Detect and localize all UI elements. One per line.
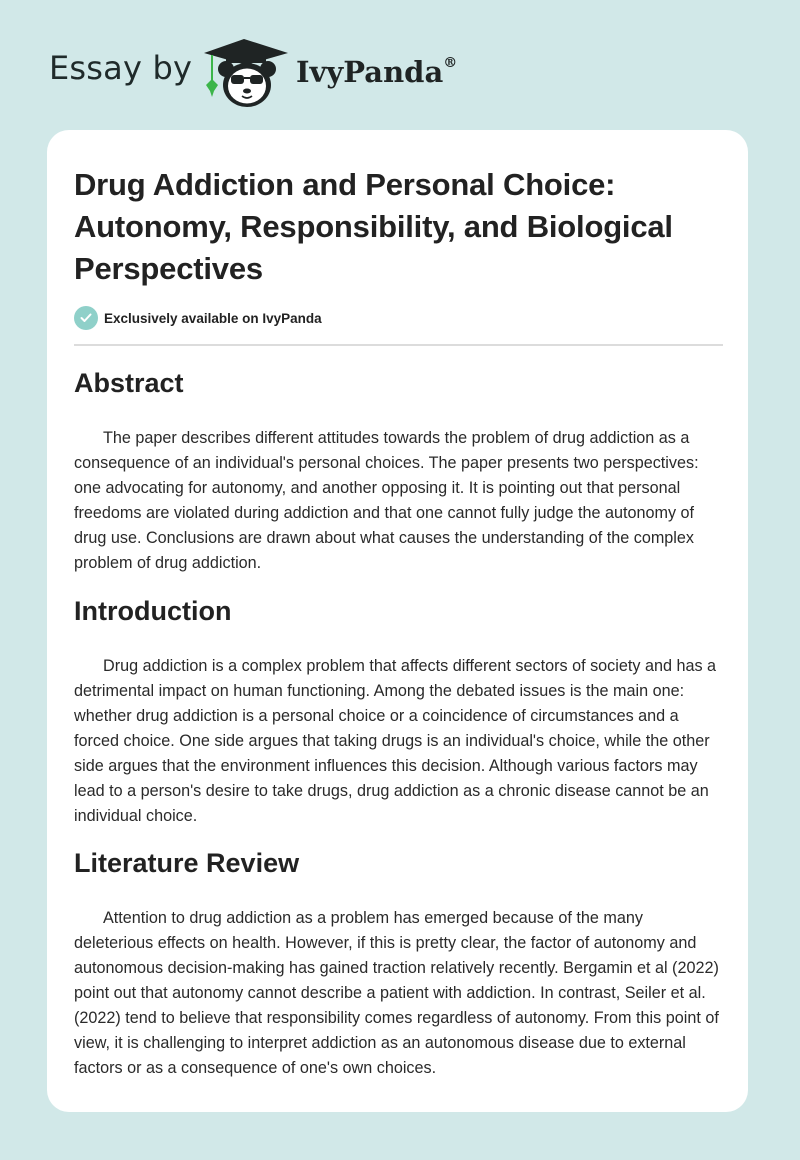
essay-card <box>47 130 748 1112</box>
check-circle-icon <box>74 306 98 330</box>
title-divider <box>74 344 723 346</box>
panda-graduate-logo-icon[interactable] <box>200 35 292 111</box>
site-header <box>0 0 800 130</box>
section-body-abstract: The paper describes different attitudes towards the problem of drug addiction as a consequence of an individual's personal choices. The paper presents two perspectives: one advocating for autonomy, and another opposing it. It is pointing out that personal freedoms are violated during addiction and that one cannot fully judge the autonomy of drug use. Conclusions are drawn about what causes the understanding of the complex problem of drug addiction. <box>74 429 699 572</box>
essay-by-label: Essay by <box>49 49 193 87</box>
section-heading-literature-review: Literature Review <box>74 848 300 878</box>
section-body-literature-review: Attention to drug addiction as a problem has emerged because of the many deleterious effects on health. However, if this is pretty clear, the factor of autonomy and autonomous decision-making has gained traction relatively recently. Bergamin et al (2022) point out that autonomy cannot describe a patient with addiction. In contrast, Seiler et al. (2022) tend to believe that responsibility comes regardless of autonomy. From this point of view, it is challenging to interpret addiction as an autonomous disease due to external factors or as a consequence of one's own choices. <box>74 909 719 1077</box>
essay-title: Drug Addiction and Personal Choice: Autonomy, Responsibility, and Biological Perspectives <box>74 167 673 286</box>
section-heading-abstract: Abstract <box>74 368 184 398</box>
section-body-introduction: Drug addiction is a complex problem that affects different sectors of society and has a detrimental impact on human functioning. Among the debated issues is the main one: whether drug addiction is a personal choice or a coincidence of circumstances and a forced choice. One side argues that taking drugs is an individual's choice, while the other side argues that the environment influences this decision. Although various factors may lead to a person's desire to take drugs, drug addiction as a chronic disease cannot be an individual choice. <box>74 657 717 825</box>
ivypanda-brand[interactable]: IvyPanda® <box>296 55 458 89</box>
exclusive-badge-text: Exclusively available on IvyPanda <box>104 310 322 326</box>
section-heading-introduction: Introduction <box>74 596 232 626</box>
exclusive-badge <box>74 305 322 331</box>
